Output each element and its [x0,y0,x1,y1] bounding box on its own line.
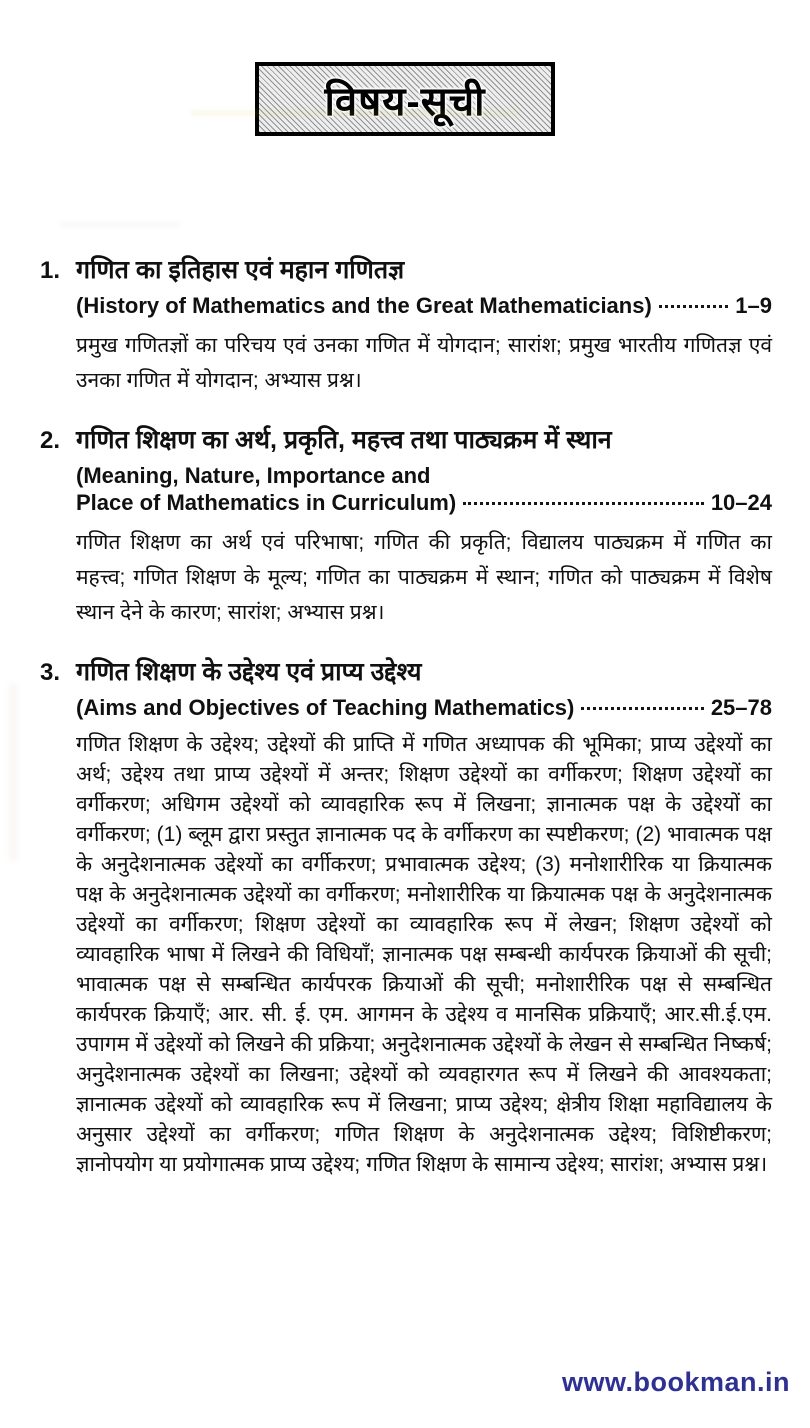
entry-number: 3. [40,659,61,686]
publisher-watermark: www.bookman.in [561,1367,790,1397]
entry-title-english-row [76,292,772,319]
entry-body [76,424,772,630]
entry-number: 2. [40,427,61,454]
entry-page-range: 1–9 [735,293,772,318]
page-title-box [255,62,555,136]
entry-title-english-row [76,489,772,516]
entry-description: गणित शिक्षण के उद्देश्य; उद्देश्यों की प्राप्ति में गणित अध्यापक की भूमिका; प्राप्य उद्देश्यों का अर्थ; उद्देश्य तथा प्राप्य उद्देश्यों में अन्तर; शिक्षण उद्देश्यों का वर्गीकरण; शिक्षण उद्देश्यों का वर्गीकरण; अधिगम उद्देश्यों को व्यावहारिक रूप में लिखना; ज्ञानात्मक पक्ष के उद्देश्यों का वर्गीकरण; (1) ब्लूम द्वारा प्रस्तुत ज्ञानात्मक पद के वर्गीकरण का स्पष्टीकरण; (2) भावात्मक पक्ष के अनुदेशनात्मक उद्देश्यों का वर्गीकरण; प्रभावात्मक उद्देश्य; (3) मनोशारीरिक या क्रियात्मक पक्ष के अनुदेशनात्मक उद्देश्यों का वर्गीकरण; मनोशारीरिक या क्रियात्मक पक्ष के अनुदेशनात्मक उद्देश्यों का वर्गीकरण; शिक्षण उद्देश्यों का व्यावहारिक रूप में लेखन; शिक्षण उद्देश्यों को व्यावहारिक भाषा में लिखने की विधियाँ; ज्ञानात्मक पक्ष सम्बन्धी कार्यपरक क्रियाओं की सूची; भावात्मक पक्ष से सम्बन्धित कार्यपरक क्रियाओं की सूची; मनोशारीरिक पक्ष से सम्बन्धित कार्यपरक क्रियाएँ; आर. सी. ई. एम. आगमन के उद्देश्य व मानसिक प्रक्रियाएँ; आर.सी.ई.एम. उपागम में उद्देश्यों को लिखने की प्रक्रिया; अनुदेशनात्मक उद्देश्यों के लेखन से सम्बन्धित निष्कर्ष; अनुदेशनात्मक उद्देश्यों का लिखना; उद्देश्यों को व्यवहारगत रूप में लिखने की आवश्यकता; ज्ञानात्मक उद्देश्यों को व्यावहारिक रूप में लिखना; प्राप्य उद्देश्य; क्षेत्रीय शिक्षा महाविद्यालय के अनुसार उद्देश्यों का वर्गीकरण; गणित शिक्षण के अनुदेशनात्मक उद्देश्य; विशिष्टीकरण; ज्ञानोपयोग या प्रयोगात्मक प्राप्य उद्देश्य; गणित शिक्षण के सामान्य उद्देश्य; सारांश; अभ्यास प्रश्न। [76,733,772,1176]
entry-page-range: 10–24 [710,490,772,515]
dot-leader [581,707,703,710]
entry-title-hindi: गणित शिक्षण का अर्थ, प्रकृति, महत्त्व तथा पाठ्यक्रम में स्थान [76,426,612,454]
entry-body [76,656,772,1180]
toc-entry-1 [40,254,772,398]
entry-page-range: 25–78 [710,695,772,720]
page-title: विषय-सूची [324,79,486,124]
toc-entry-3 [40,656,772,1180]
entry-description: गणित शिक्षण का अर्थ एवं परिभाषा; गणित की प्रकृति; विद्यालय पाठ्यक्रम में गणित का महत्त्व; गणित शिक्षण के मूल्य; गणित का पाठ्यक्रम में स्थान; गणित को पाठ्यक्रम में विशेष स्थान देने के कारण; सारांश; अभ्यास प्रश्न। [76,531,772,624]
scan-artifact [60,222,180,227]
entry-title-english-line1: (Meaning, Nature, Importance and [76,463,431,488]
dot-leader [659,305,728,308]
entry-number: 1. [40,257,61,284]
entry-title-english-line2: Place of Mathematics in Curriculum) [76,490,457,515]
entry-description: प्रमुख गणितज्ञों का परिचय एवं उनका गणित में योगदान; सारांश; प्रमुख भारतीय गणितज्ञ एवं उनका गणित में योगदान; अभ्यास प्रश्न। [76,334,772,392]
entry-title-english: (Aims and Objectives of Teaching Mathematics) [76,695,575,720]
scan-artifact [8,682,18,862]
entry-title-hindi: गणित का इतिहास एवं महान गणितज्ञ [76,256,405,284]
entry-body [76,254,772,398]
entry-title-english: (History of Mathematics and the Great Mathematicians) [76,293,652,318]
toc-entries [40,254,772,1206]
dot-leader [463,502,704,505]
entry-title-hindi: गणित शिक्षण के उद्देश्य एवं प्राप्य उद्देश्य [76,658,422,686]
toc-entry-2 [40,424,772,630]
entry-title-english-row [76,694,772,721]
scanned-book-page [0,62,810,1428]
